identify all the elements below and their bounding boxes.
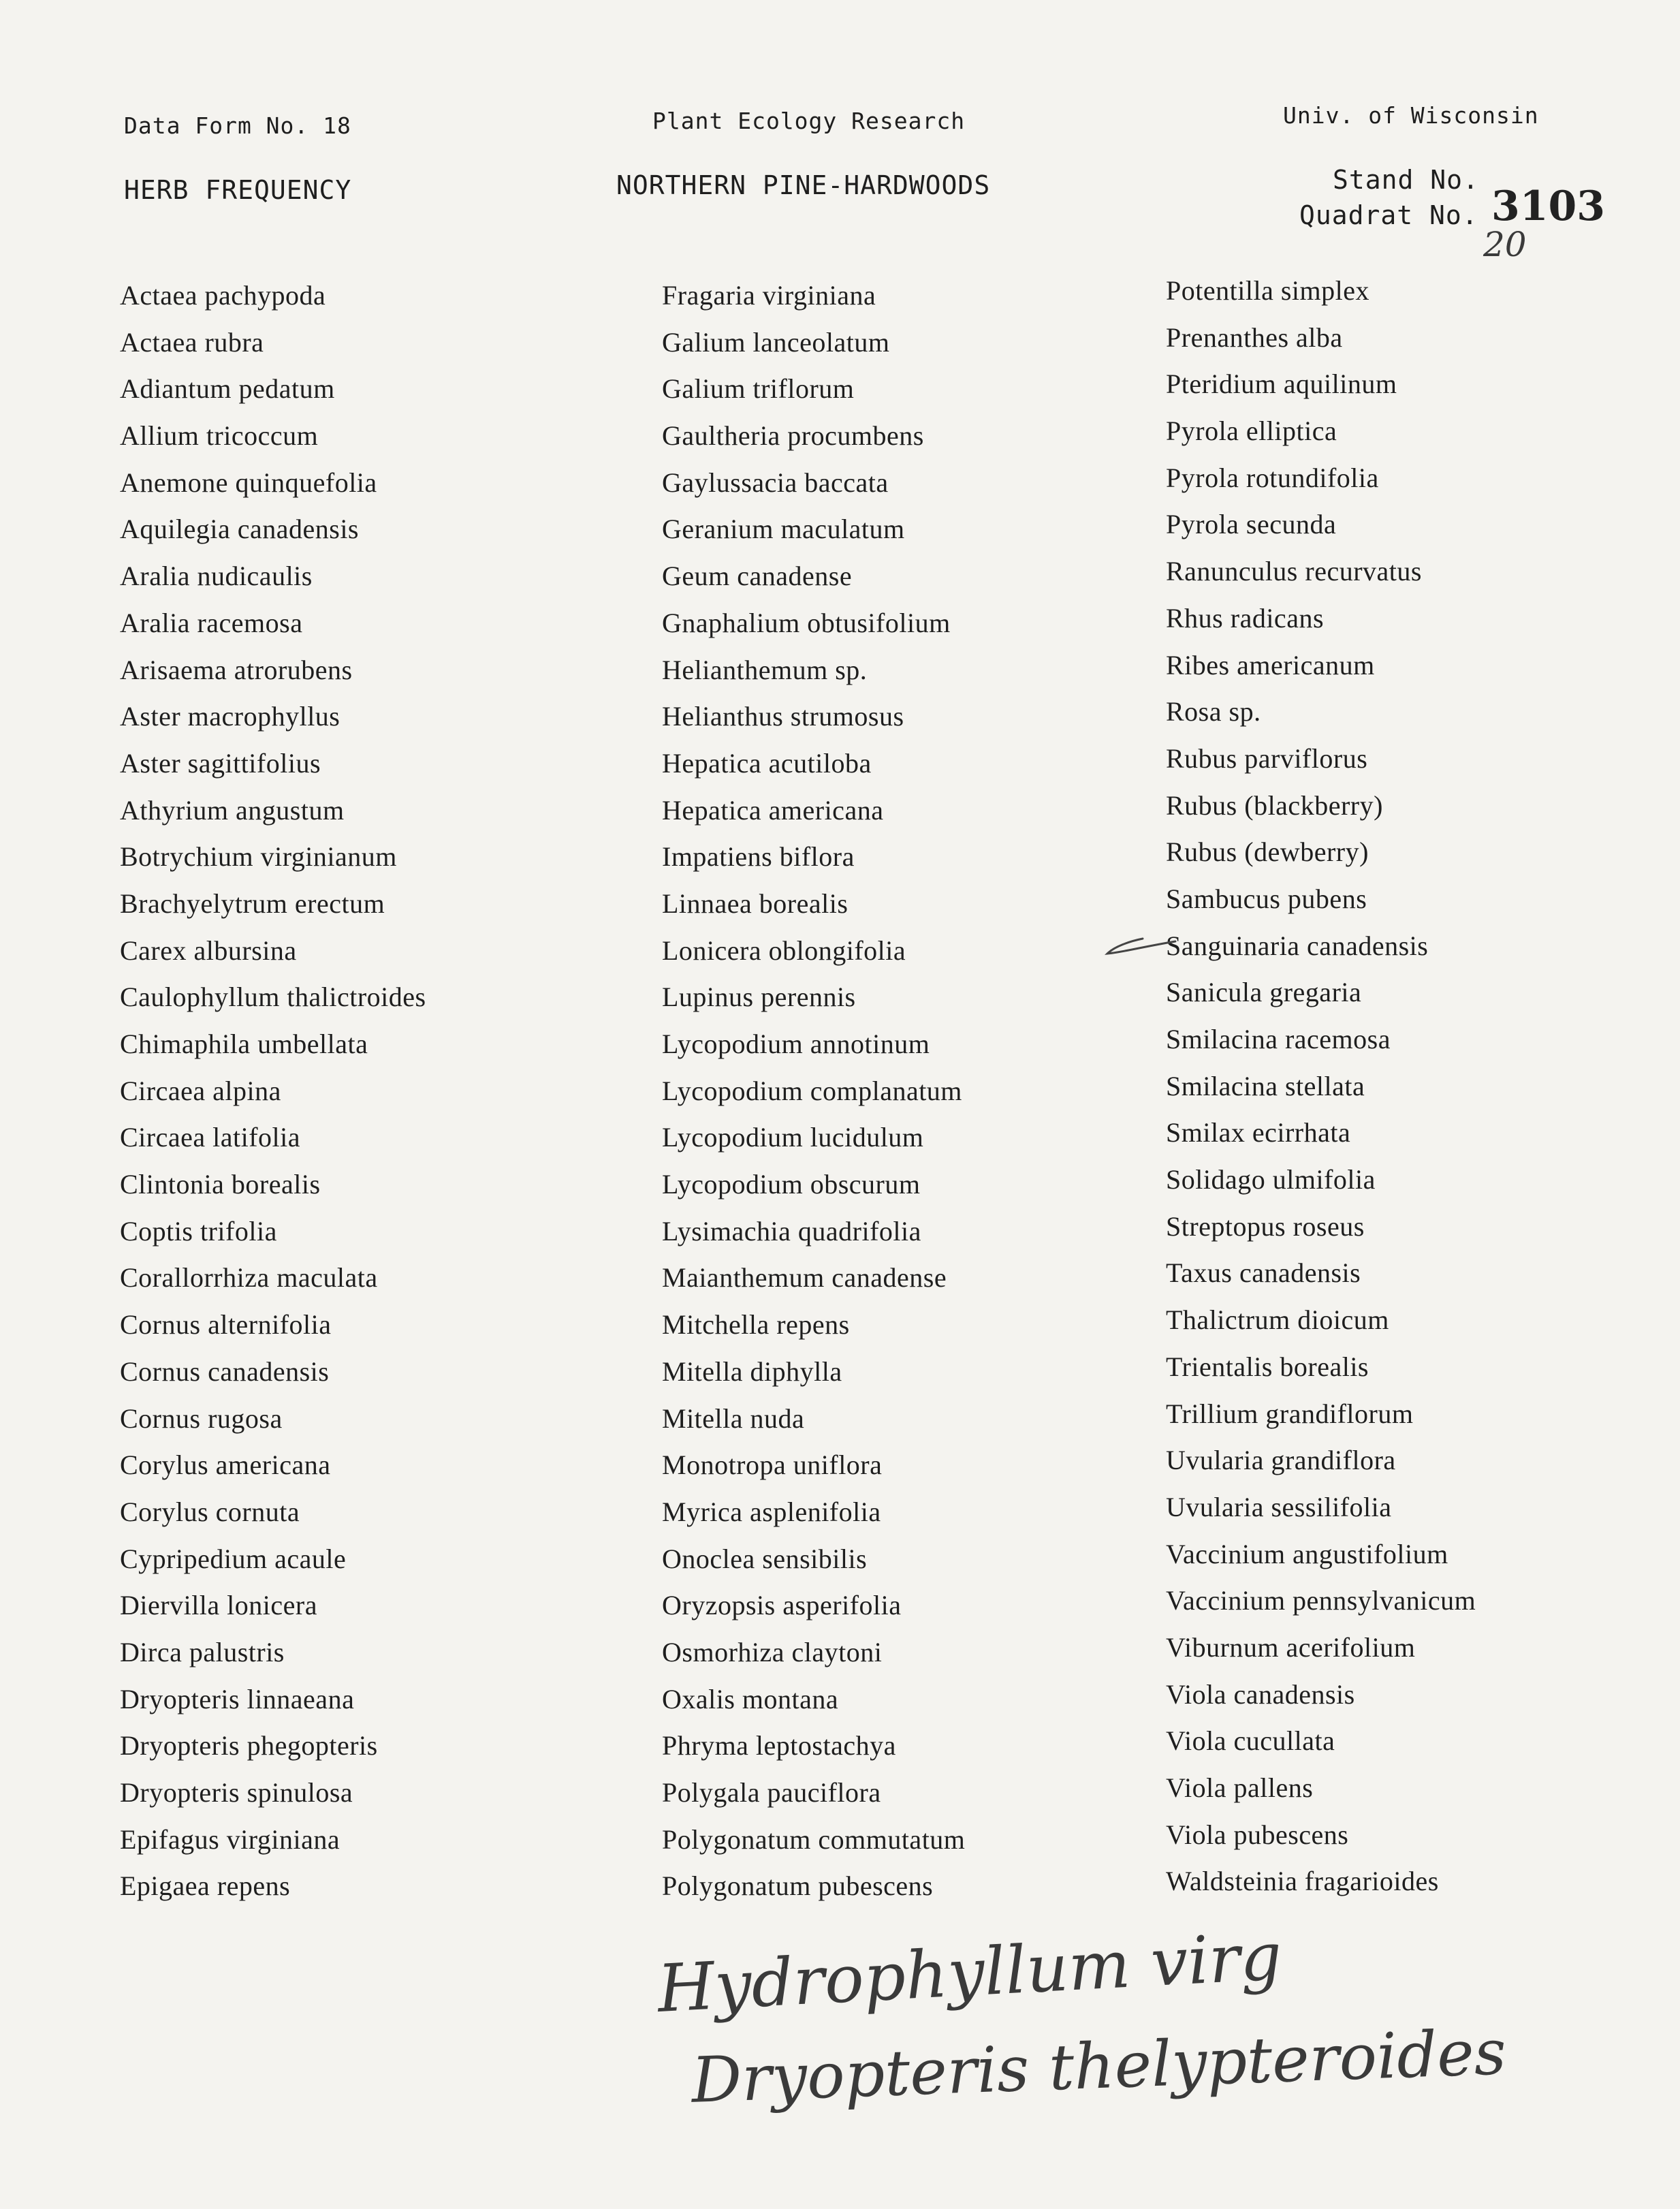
species-item: Onoclea sensibilis [662,1543,868,1574]
species-item: Corallorrhiza maculata [120,1262,378,1294]
species-item: Corylus americana [120,1450,331,1481]
species-item: Anemone quinquefolia [120,467,377,498]
species-item: Pyrola secunda [1166,509,1337,540]
species-item: Epifagus virginiana [120,1823,340,1855]
species-item: Fragaria virginiana [662,280,876,311]
species-item: Cornus canadensis [120,1356,330,1387]
species-item: Gaylussacia baccata [662,467,889,498]
species-item: Athyrium angustum [120,794,345,826]
species-item: Viburnum acerifolium [1166,1631,1416,1663]
species-item: Lycopodium complanatum [662,1075,962,1106]
species-item: Cornus rugosa [120,1403,283,1434]
species-item: Sambucus pubens [1166,883,1367,914]
species-item: Rubus parviflorus [1166,742,1368,774]
species-item: Streptopus roseus [1166,1210,1365,1242]
species-item: Viola canadensis [1166,1678,1355,1710]
species-item: Trientalis borealis [1166,1351,1369,1382]
species-item: Helianthemum sp. [662,654,868,685]
species-item: Pteridium aquilinum [1166,369,1397,400]
species-item: Gaultheria procumbens [662,420,924,452]
species-item: Impatiens biflora [662,841,855,873]
quadrat-number: 20 [1483,225,1527,264]
species-item: Dryopteris spinulosa [120,1777,353,1808]
species-item: Dirca palustris [120,1636,285,1667]
species-item: Mitchella repens [662,1309,850,1341]
species-item: Circaea alpina [120,1075,281,1106]
species-column-3 [1166,271,1476,1909]
species-column-2 [662,276,965,1913]
species-item: Mitella diphylla [662,1356,842,1387]
species-item: Vaccinium pennsylvanicum [1166,1585,1476,1616]
species-item: Brachyelytrum erectum [120,888,385,919]
species-item: Rosa sp. [1166,696,1261,727]
species-item: Taxus canadensis [1166,1257,1361,1289]
handwritten-note: Dryopteris thelypteroides [690,2016,1508,2117]
species-item: Thalictrum dioicum [1166,1304,1389,1336]
species-item: Corylus cornuta [120,1496,300,1527]
species-item: Aster macrophyllus [120,701,340,732]
species-item: Oxalis montana [662,1683,839,1714]
species-item: Diervilla lonicera [120,1590,317,1621]
species-item: Uvularia grandiflora [1166,1445,1396,1476]
species-item: Polygonatum commutatum [662,1823,966,1855]
species-item: Maianthemum canadense [662,1262,947,1294]
species-item: Cornus alternifolia [120,1309,332,1341]
species-item: Dryopteris linnaeana [120,1683,355,1714]
species-item: Polygonatum pubescens [662,1870,934,1902]
species-item: Aralia racemosa [120,607,303,638]
form-title: HERB FREQUENCY [124,175,352,205]
species-item: Caulophyllum thalictroides [120,982,426,1013]
species-item: Phryma leptostachya [662,1730,896,1761]
checkmark-icon [1102,926,1177,967]
species-item: Galium lanceolatum [662,326,890,358]
species-item: Hepatica americana [662,794,884,826]
species-item: Lonicera oblongifolia [662,935,906,966]
community-title: NORTHERN PINE-HARDWOODS [616,170,991,200]
species-item: Arisaema atrorubens [120,654,353,685]
species-item: Aquilegia canadensis [120,514,359,545]
species-item: Adiantum pedatum [120,373,335,405]
species-item: Ranunculus recurvatus [1166,556,1422,587]
species-item: Linnaea borealis [662,888,849,919]
species-item: Pyrola elliptica [1166,416,1337,447]
species-item: Polygala pauciflora [662,1777,881,1808]
species-item: Smilacina racemosa [1166,1024,1391,1054]
species-item: Vaccinium angustifolium [1166,1538,1448,1569]
university: Univ. of Wisconsin [1283,102,1539,129]
species-item: Cypripedium acaule [120,1543,347,1574]
species-item: Gnaphalium obtusifolium [662,607,951,638]
species-item: Pyrola rotundifolia [1166,462,1379,493]
species-item: Lycopodium lucidulum [662,1122,924,1153]
species-item: Waldsteinia fragarioides [1166,1866,1439,1897]
species-item: Actaea pachypoda [120,280,326,311]
form-number: Data Form No. 18 [124,112,351,139]
species-column-1 [120,276,426,1913]
handwritten-note: Hydrophyllum virg [655,1918,1284,2027]
species-item: Helianthus strumosus [662,701,904,732]
species-item: Uvularia sessilifolia [1166,1491,1392,1522]
species-item: Solidago ulmifolia [1166,1164,1376,1195]
species-item: Galium triflorum [662,373,855,405]
species-item: Smilacina stellata [1166,1070,1365,1101]
quadrat-label: Quadrat No. [1299,200,1478,230]
species-item: Ribes americanum [1166,649,1375,680]
species-item: Potentilla simplex [1166,275,1369,306]
species-item: Botrychium virginianum [120,841,397,873]
species-item: Trillium grandiflorum [1166,1398,1414,1429]
species-item: Viola cucullata [1166,1725,1335,1757]
species-item: Aster sagittifolius [120,747,321,779]
species-item: Circaea latifolia [120,1122,301,1153]
species-item: Epigaea repens [120,1870,291,1902]
species-item: Lysimachia quadrifolia [662,1215,921,1247]
species-item: Aralia nudicaulis [120,561,313,592]
species-item: Viola pallens [1166,1772,1314,1803]
species-item: Chimaphila umbellata [120,1029,368,1059]
species-item-checked: Sanguinaria canadensis [1166,930,1429,961]
species-item: Carex albursina [120,935,297,966]
species-item: Oryzopsis asperifolia [662,1590,902,1621]
species-item: Mitella nuda [662,1403,805,1434]
species-item: Monotropa uniflora [662,1450,883,1481]
stand-number: 3103 [1491,183,1605,230]
species-item: Clintonia borealis [120,1169,321,1200]
species-item: Lycopodium obscurum [662,1169,921,1200]
species-item: Dryopteris phegopteris [120,1730,378,1761]
species-item: Hepatica acutiloba [662,747,872,779]
species-item: Smilax ecirrhata [1166,1117,1351,1148]
species-item: Myrica asplenifolia [662,1496,881,1527]
species-item: Sanicula gregaria [1166,977,1362,1008]
species-item: Prenanthes alba [1166,322,1343,353]
species-item: Rubus (blackberry) [1166,789,1383,821]
species-item: Viola pubescens [1166,1819,1349,1850]
species-item: Geranium maculatum [662,514,905,545]
species-item: Rubus (dewberry) [1166,836,1369,868]
species-item: Lupinus perennis [662,982,856,1013]
organization: Plant Ecology Research [652,108,966,134]
species-item: Osmorhiza claytoni [662,1636,883,1667]
species-item: Lycopodium annotinum [662,1029,930,1059]
species-item: Actaea rubra [120,326,264,358]
species-item: Geum canadense [662,561,853,592]
stand-label: Stand No. [1333,165,1479,195]
species-item: Coptis trifolia [120,1215,277,1247]
species-item: Rhus radicans [1166,602,1325,633]
species-item: Allium tricoccum [120,420,319,452]
